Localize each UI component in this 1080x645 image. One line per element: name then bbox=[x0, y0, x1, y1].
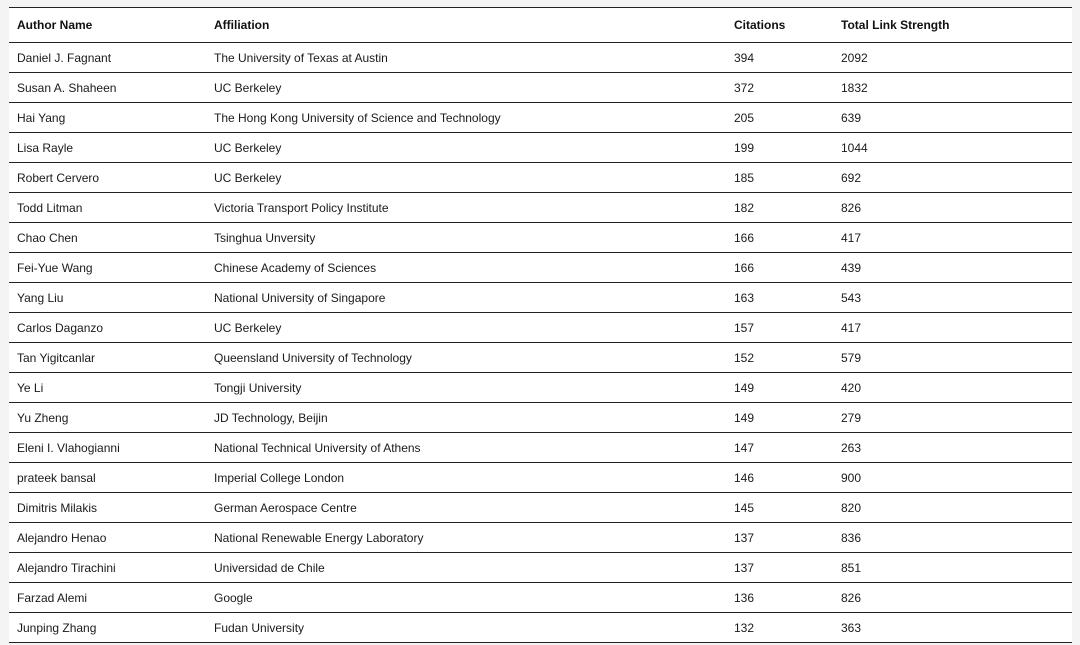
table-row[interactable] bbox=[9, 613, 1072, 643]
cell-author-name: Farzad Alemi bbox=[9, 583, 206, 613]
cell-affiliation: UC Berkeley bbox=[206, 313, 726, 343]
cell-citations: 163 bbox=[726, 283, 833, 313]
cell-author-name: Carlos Daganzo bbox=[9, 313, 206, 343]
table-row[interactable] bbox=[9, 553, 1072, 583]
cell-total-link-strength: 900 bbox=[833, 463, 1072, 493]
cell-affiliation: National University of Singapore bbox=[206, 283, 726, 313]
cell-affiliation: JD Technology, Beijin bbox=[206, 403, 726, 433]
cell-author-name: Tan Yigitcanlar bbox=[9, 343, 206, 373]
table-row[interactable] bbox=[9, 313, 1072, 343]
cell-author-name: Susan A. Shaheen bbox=[9, 73, 206, 103]
table-header bbox=[9, 8, 1072, 43]
cell-total-link-strength: 820 bbox=[833, 493, 1072, 523]
author-citation-table bbox=[9, 8, 1072, 642]
cell-citations: 157 bbox=[726, 313, 833, 343]
table-body bbox=[9, 43, 1072, 643]
column-header-citations[interactable]: Citations bbox=[726, 8, 833, 43]
cell-author-name: Todd Litman bbox=[9, 193, 206, 223]
cell-total-link-strength: 1044 bbox=[833, 133, 1072, 163]
table-row[interactable] bbox=[9, 193, 1072, 223]
author-citation-table-container bbox=[9, 7, 1072, 643]
cell-total-link-strength: 851 bbox=[833, 553, 1072, 583]
cell-citations: 199 bbox=[726, 133, 833, 163]
cell-affiliation: The Hong Kong University of Science and Technology bbox=[206, 103, 726, 133]
cell-total-link-strength: 417 bbox=[833, 313, 1072, 343]
table-row[interactable] bbox=[9, 103, 1072, 133]
cell-affiliation: Imperial College London bbox=[206, 463, 726, 493]
table-row[interactable] bbox=[9, 433, 1072, 463]
header-row bbox=[9, 8, 1072, 43]
cell-total-link-strength: 826 bbox=[833, 193, 1072, 223]
cell-affiliation: Chinese Academy of Sciences bbox=[206, 253, 726, 283]
cell-citations: 149 bbox=[726, 373, 833, 403]
table-row[interactable] bbox=[9, 283, 1072, 313]
cell-affiliation: Tongji University bbox=[206, 373, 726, 403]
cell-author-name: Robert Cervero bbox=[9, 163, 206, 193]
cell-citations: 166 bbox=[726, 223, 833, 253]
table-row[interactable] bbox=[9, 223, 1072, 253]
cell-affiliation: Queensland University of Technology bbox=[206, 343, 726, 373]
cell-citations: 185 bbox=[726, 163, 833, 193]
cell-total-link-strength: 692 bbox=[833, 163, 1072, 193]
column-header-total-link-strength[interactable]: Total Link Strength bbox=[833, 8, 1072, 43]
cell-citations: 372 bbox=[726, 73, 833, 103]
cell-total-link-strength: 579 bbox=[833, 343, 1072, 373]
table-row[interactable] bbox=[9, 403, 1072, 433]
cell-affiliation: Fudan University bbox=[214, 620, 305, 635]
cell-author-name: Yu Zheng bbox=[9, 403, 206, 433]
cell-total-link-strength: 543 bbox=[833, 283, 1072, 313]
cell-author-name: Alejandro Tirachini bbox=[9, 553, 206, 583]
table-row[interactable] bbox=[9, 373, 1072, 403]
cell-affiliation: Universidad de Chile bbox=[206, 553, 726, 583]
cell-author-name: Alejandro Henao bbox=[9, 523, 206, 553]
cell-affiliation: UC Berkeley bbox=[206, 163, 726, 193]
cell-author-name: Yang Liu bbox=[9, 283, 206, 313]
cell-citations: 149 bbox=[726, 403, 833, 433]
cell-affiliation: Google bbox=[206, 583, 726, 613]
cell-total-link-strength: 420 bbox=[833, 373, 1072, 403]
table-row[interactable] bbox=[9, 163, 1072, 193]
cell-citations: 137 bbox=[726, 523, 833, 553]
table-row[interactable] bbox=[9, 133, 1072, 163]
table-row[interactable] bbox=[9, 583, 1072, 613]
cell-affiliation: National Technical University of Athens bbox=[206, 433, 726, 463]
cell-affiliation: UC Berkeley bbox=[206, 133, 726, 163]
cell-citations: 205 bbox=[726, 103, 833, 133]
cell-citations: 132 bbox=[734, 620, 755, 635]
table-row[interactable] bbox=[9, 493, 1072, 523]
cell-author-name: Fei-Yue Wang bbox=[9, 253, 206, 283]
cell-citations: 136 bbox=[726, 583, 833, 613]
cell-total-link-strength: 263 bbox=[833, 433, 1072, 463]
cell-total-link-strength: 417 bbox=[833, 223, 1072, 253]
cell-citations: 137 bbox=[726, 553, 833, 583]
cell-citations: 147 bbox=[726, 433, 833, 463]
table-row[interactable] bbox=[9, 73, 1072, 103]
cell-author-name: Junping Zhang bbox=[17, 620, 97, 635]
cell-total-link-strength: 439 bbox=[833, 253, 1072, 283]
cell-author-name: Daniel J. Fagnant bbox=[9, 43, 206, 73]
table-row[interactable] bbox=[9, 463, 1072, 493]
cell-total-link-strength: 1832 bbox=[833, 73, 1072, 103]
table-row[interactable] bbox=[9, 253, 1072, 283]
cell-author-name: Lisa Rayle bbox=[9, 133, 206, 163]
cell-citations: 166 bbox=[726, 253, 833, 283]
cell-citations: 394 bbox=[726, 43, 833, 73]
cell-total-link-strength: 836 bbox=[833, 523, 1072, 553]
column-header-affiliation[interactable]: Affiliation bbox=[206, 8, 726, 43]
cell-affiliation: UC Berkeley bbox=[206, 73, 726, 103]
cell-author-name: Hai Yang bbox=[9, 103, 206, 133]
cell-total-link-strength: 279 bbox=[833, 403, 1072, 433]
cell-author-name: Chao Chen bbox=[9, 223, 206, 253]
cell-affiliation: Victoria Transport Policy Institute bbox=[206, 193, 726, 223]
table-row[interactable] bbox=[9, 523, 1072, 553]
cell-citations: 182 bbox=[726, 193, 833, 223]
cell-affiliation: German Aerospace Centre bbox=[206, 493, 726, 523]
cell-author-name: Ye Li bbox=[9, 373, 206, 403]
cell-citations: 152 bbox=[726, 343, 833, 373]
table-row[interactable] bbox=[9, 43, 1072, 73]
cell-total-link-strength: 826 bbox=[833, 583, 1072, 613]
cell-citations: 146 bbox=[726, 463, 833, 493]
cell-author-name: prateek bansal bbox=[9, 463, 206, 493]
cell-author-name: Eleni I. Vlahogianni bbox=[9, 433, 206, 463]
column-header-author-name[interactable]: Author Name bbox=[9, 8, 206, 43]
cell-total-link-strength: 639 bbox=[833, 103, 1072, 133]
cell-citations: 145 bbox=[726, 493, 833, 523]
cell-total-link-strength: 2092 bbox=[833, 43, 1072, 73]
cell-affiliation: The University of Texas at Austin bbox=[206, 43, 726, 73]
cell-affiliation: Tsinghua Unversity bbox=[206, 223, 726, 253]
cell-affiliation: National Renewable Energy Laboratory bbox=[206, 523, 726, 553]
cell-author-name: Dimitris Milakis bbox=[9, 493, 206, 523]
cell-total-link-strength: 363 bbox=[841, 620, 862, 635]
table-row[interactable] bbox=[9, 343, 1072, 373]
